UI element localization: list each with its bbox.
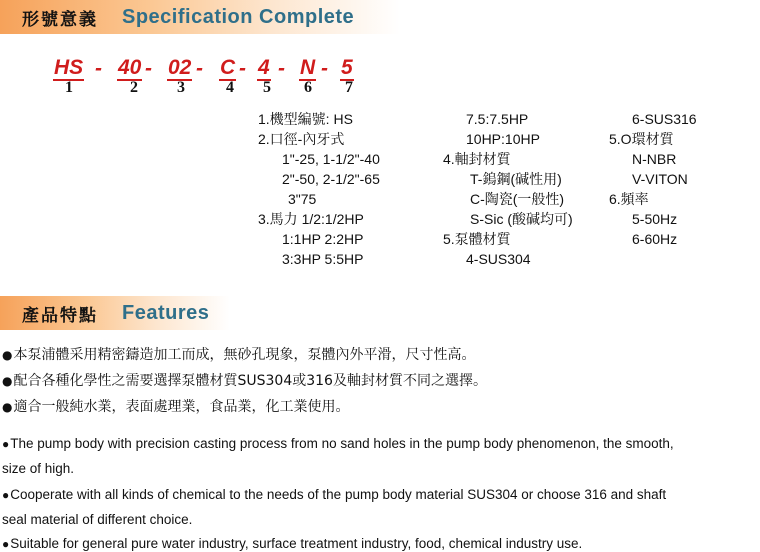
code-seg-3: 02 <box>168 56 192 79</box>
code-sep: - <box>145 57 152 80</box>
code-sep: - <box>196 57 203 80</box>
code-pos-4: 4 <box>226 79 234 96</box>
features-header <box>0 296 230 330</box>
code-seg-4: C <box>220 56 236 79</box>
spec-col3-line: 5-50Hz <box>632 211 678 227</box>
spec-header-zh: 形號意義 <box>22 9 98 30</box>
code-seg-7: 5 <box>341 56 353 79</box>
code-seg-5: 4 <box>258 56 270 79</box>
code-pos-7: 7 <box>345 79 353 96</box>
features-header-en: Features <box>122 301 210 324</box>
code-sep: - <box>321 57 328 80</box>
code-sep: - <box>239 57 246 80</box>
bullet-icon: ● <box>2 437 10 451</box>
code-pos-1: 1 <box>65 79 73 96</box>
code-pos-3: 3 <box>177 79 185 96</box>
spec-col1-line: 1"-25, 1-1/2"-40 <box>282 151 380 167</box>
spec-col2-line: 7.5:7.5HP <box>466 111 529 127</box>
feature-zh-item: ●適合一般純水業，表面處理業，食品業，化工業使用。 <box>2 399 350 415</box>
code-seg-2: 40 <box>118 56 142 79</box>
spec-col2-line: T-鎢鋼(碱性用) <box>470 171 562 187</box>
code-pos-2: 2 <box>130 79 138 96</box>
bullet-icon: ● <box>2 537 10 551</box>
feature-en-continuation: size of high. <box>2 461 75 476</box>
bullet-icon: ● <box>2 374 13 388</box>
feature-en-item: ●The pump body with precision casting process from no sand holes in the pump body phenomenon, the smooth, <box>2 436 674 451</box>
spec-col1-line: 1:1HP 2:2HP <box>282 231 364 247</box>
feature-en-continuation: seal material of different choice. <box>2 512 193 527</box>
code-pos-6: 6 <box>304 79 312 96</box>
spec-col2-line: 4.軸封材質 <box>443 151 511 167</box>
spec-col1-line: 3:3HP 5:5HP <box>282 251 364 267</box>
spec-header-en: Specification Complete <box>122 5 355 28</box>
feature-zh-item: ●配合各種化學性之需要選擇泵體材質SUS304或316及軸封材質不同之選擇。 <box>2 373 487 389</box>
code-pos-5: 5 <box>263 79 271 96</box>
spec-col2-line: 10HP:10HP <box>466 131 540 147</box>
feature-zh-item: ●本泵浦體采用精密鑄造加工而成，無砂孔現象，泵體內外平滑，尺寸性高。 <box>2 347 476 363</box>
spec-col2-line: S-Sic (酸碱均可) <box>470 211 573 227</box>
spec-col2-line: 5.泵體材質 <box>443 231 511 247</box>
bullet-icon: ● <box>2 348 13 362</box>
spec-col2-line: 4-SUS304 <box>466 251 531 267</box>
code-seg-6: N <box>300 56 316 79</box>
spec-col1-line: 3.馬力 1/2:1/2HP <box>258 211 364 227</box>
code-seg-1: HS <box>54 56 84 79</box>
spec-col3-line: N-NBR <box>632 151 677 167</box>
spec-col3-line: 5.O環材質 <box>609 131 674 147</box>
spec-col1-line: 1.機型編號: HS <box>258 111 353 127</box>
code-sep: - <box>95 57 102 80</box>
spec-col1-line: 2"-50, 2-1/2"-65 <box>282 171 380 187</box>
code-sep: - <box>278 57 285 80</box>
spec-col3-line: 6.頻率 <box>609 191 649 207</box>
feature-en-item: ●Suitable for general pure water industry, surface treatment industry, food, chemical industry use. <box>2 536 583 551</box>
spec-col1-line: 3"75 <box>288 191 317 207</box>
spec-header <box>0 0 400 34</box>
spec-col2-line: C-陶瓷(一般性) <box>470 191 565 207</box>
bullet-icon: ● <box>2 488 10 502</box>
spec-col3-line: 6-60Hz <box>632 231 678 247</box>
features-header-zh: 產品特點 <box>22 305 98 326</box>
spec-col3-line: V-VITON <box>632 171 688 187</box>
spec-col3-line: 6-SUS316 <box>632 111 697 127</box>
spec-col1-line: 2.口徑-內牙式 <box>258 131 345 147</box>
feature-en-item: ●Cooperate with all kinds of chemical to the needs of the pump body material SUS304 or choose 316 and shaft <box>2 487 667 502</box>
bullet-icon: ● <box>2 400 13 414</box>
